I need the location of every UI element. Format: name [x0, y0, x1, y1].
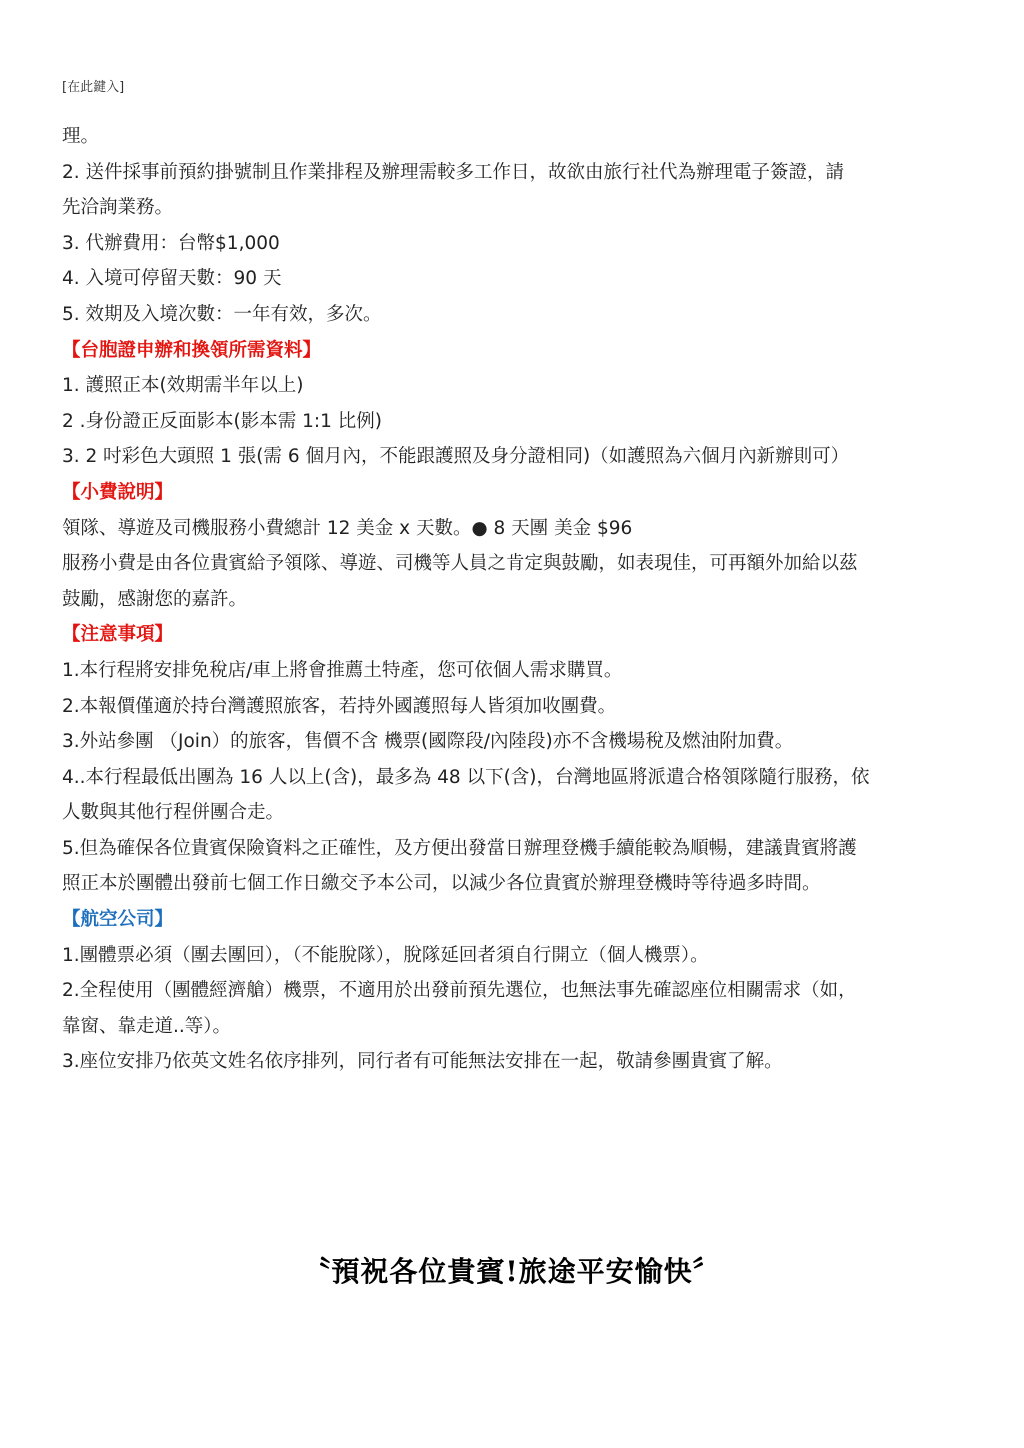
body-line: 3. 2 吋彩色大頭照 1 張(需 6 個月內，不能跟護照及身分證相同)（如護照為六個月內新辦則可）: [62, 446, 850, 468]
body-line: 3.外站參團 （Join）的旅客，售價不含 機票(國際段/內陸段)亦不含機場稅及燃油附加費。: [62, 731, 794, 753]
body-line: 1.本行程將安排免稅店/車上將會推薦土特產，您可依個人需求購買。: [62, 659, 623, 681]
section-heading: 【注意事項】: [62, 624, 174, 646]
body-line: 理。: [62, 126, 100, 147]
body-line: 鼓勵，感謝您的嘉許。: [62, 588, 248, 610]
body-line: 服務小費是由各位貴賓給予領隊、導遊、司機等人員之肯定與鼓勵，如表現佳，可再額外加給以茲: [62, 553, 858, 575]
body-line: 1. 護照正本(效期需半年以上): [62, 375, 304, 397]
section-heading: 【小費說明】: [62, 481, 174, 503]
closing-message: 〝預祝各位貴賓!旅途平安愉快〞: [302, 1255, 722, 1288]
section-heading: 【台胞證申辦和換領所需資料】: [62, 339, 322, 361]
body-line: 先洽詢業務。: [62, 197, 174, 219]
document-body: [62, 119, 962, 1080]
body-line: 2.本報價僅適於持台灣護照旅客，若持外國護照每人皆須加收團費。: [62, 695, 617, 717]
body-line: 2. 送件採事前預約掛號制且作業排程及辦理需較多工作日，故欲由旅行社代為辦理電子簽證，請: [62, 161, 845, 183]
body-line: 照正本於團體出發前七個工作日繳交予本公司，以減少各位貴賓於辦理登機時等待過多時間。: [62, 873, 821, 895]
body-line: 靠窗、靠走道..等）。: [62, 1015, 232, 1037]
body-line: 4. 入境可停留天數：90 天: [62, 268, 282, 290]
section-heading: 【航空公司】: [62, 909, 174, 931]
body-line: 3.座位安排乃依英文姓名依序排列，同行者有可能無法安排在一起，敬請參團貴賓了解。: [62, 1051, 783, 1073]
body-line: 1.團體票必須（團去團回），（不能脫隊），脫隊延回者須自行開立（個人機票）。: [62, 944, 709, 966]
body-line: 5.但為確保各位貴賓保險資料之正確性，及方便出發當日辦理登機手續能較為順暢，建議貴賓將護: [62, 837, 857, 859]
header-placeholder: [在此鍵入]: [62, 80, 125, 95]
body-line: 5. 效期及入境次數：一年有效，多次。: [62, 303, 382, 325]
body-line: 4..本行程最低出團為 16 人以上(含)，最多為 48 以下(含)，台灣地區將派遣合格領隊隨行服務，依: [62, 766, 870, 788]
body-line: 領隊、導遊及司機服務小費總計 12 美金 x 天數。● 8 天團 美金 $96: [62, 517, 633, 539]
body-line: 2.全程使用（團體經濟艙）機票，不適用於出發前預先選位，也無法事先確認座位相關需求（如，: [62, 980, 857, 1002]
body-line: 3. 代辦費用：台幣$1,000: [62, 232, 280, 254]
body-line: 人數與其他行程併團合走。: [62, 802, 285, 824]
body-line: 2 .身份證正反面影本(影本需 1:1 比例): [62, 410, 383, 432]
